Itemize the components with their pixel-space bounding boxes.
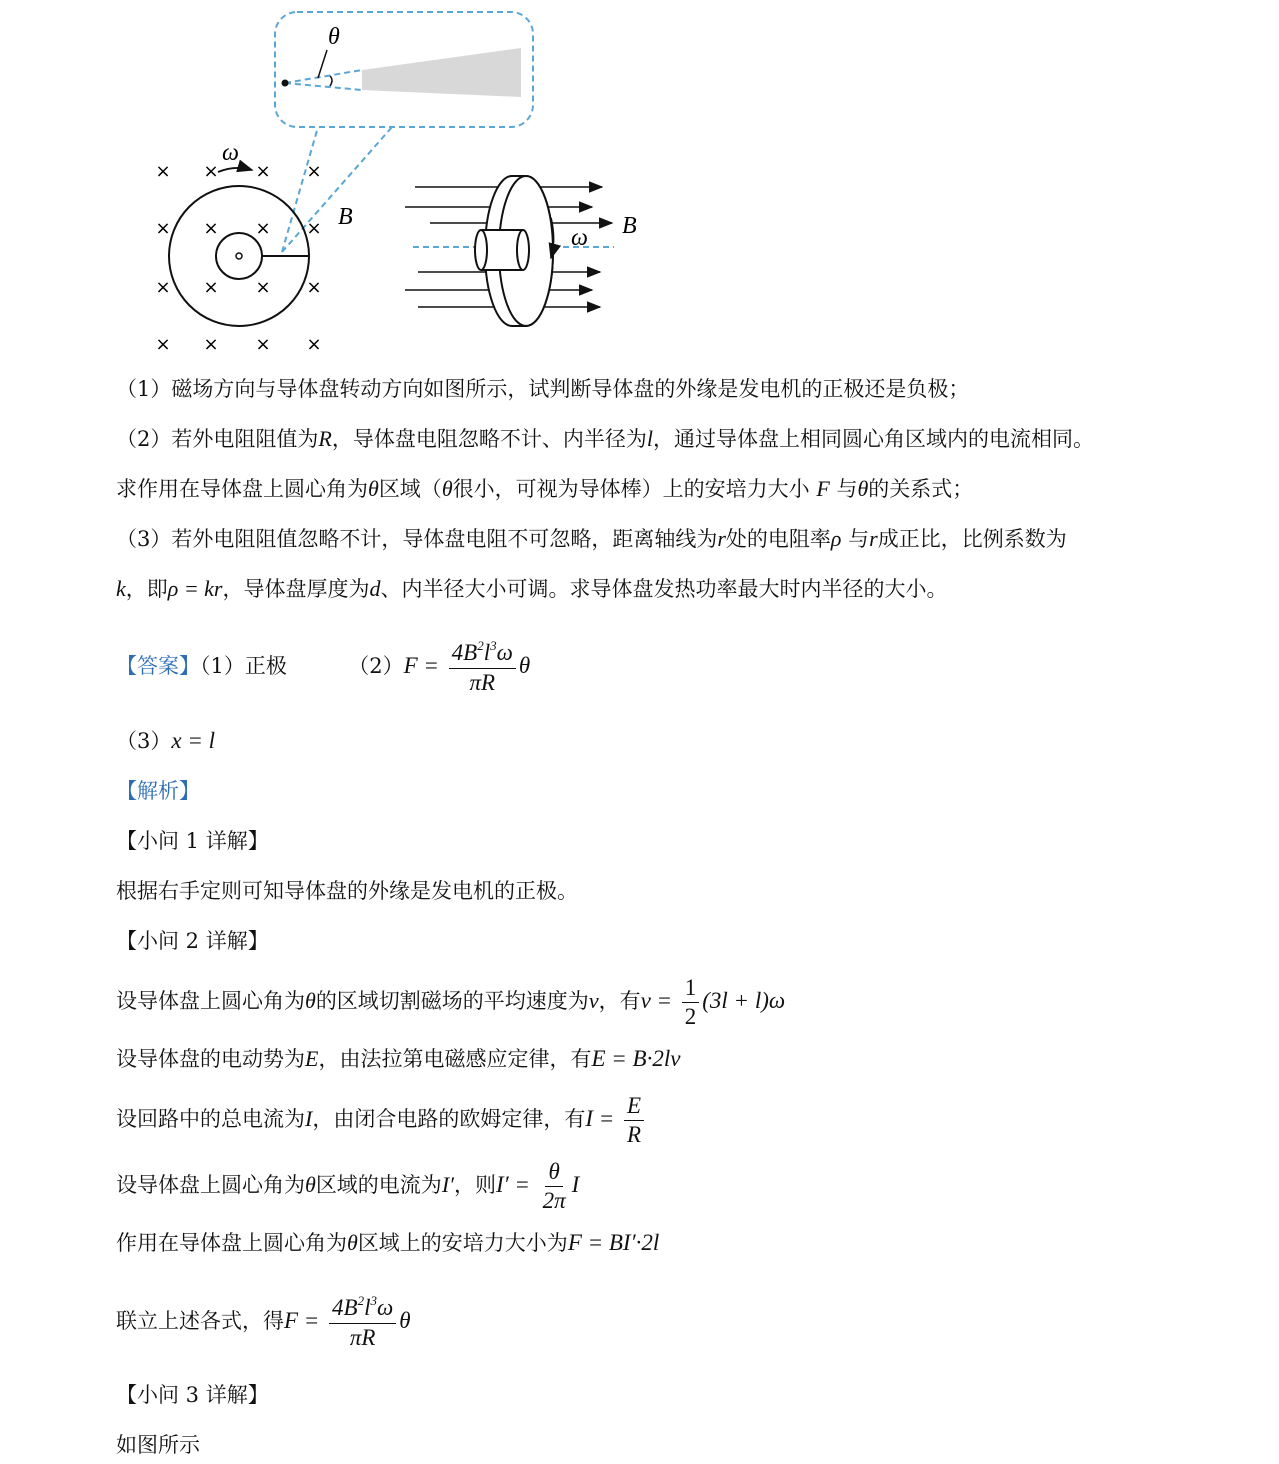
svg-text:×: × [155,161,171,182]
omega-label-left: ω [222,140,239,166]
svg-text:×: × [306,161,322,182]
sub3-title: 【小问 3 详解】 [116,1383,269,1407]
answer-2-fraction: $\frac{4B^2l^3\omega}{\pi R}$ [449,639,516,696]
analysis-tag: 【解析】 [116,779,200,803]
svg-text:×: × [155,277,171,298]
sub2-line-4: 设导体盘上圆心角为θ区域的电流为I′，则I′ = $\frac{\theta}{2\pi}$ I [116,1158,580,1213]
b-label-left: B [338,204,353,230]
svg-text:×: × [155,334,171,355]
svg-text:×: × [306,277,322,298]
question-3-line-2: k，即ρ = kr，导体盘厚度为d、内半径大小可调。求导体盘发热功率最大时内半径的大小。 [116,576,948,601]
sub2-title: 【小问 2 详解】 [116,929,269,953]
sub2-line-1: 设导体盘上圆心角为θ的区域切割磁场的平均速度为v，有v = $\frac{1}{2}$ (3l + l)ω [116,974,786,1029]
theta-label: θ [328,24,340,50]
rotation-arrow-left [218,168,252,172]
svg-text:×: × [203,334,219,355]
svg-text:×: × [255,161,271,182]
answer-line-1: 【答案】（1）正极 （2）F = $\frac{4B^2l^3\omega}{\pi R}$ θ [116,638,531,695]
physics-figure [0,0,700,360]
svg-text:×: × [255,334,271,355]
sub2-line-3: 设回路中的总电流为I，由闭合电路的欧姆定律，有I = $\frac{E}{R}$ [116,1088,647,1150]
sub1-title: 【小问 1 详解】 [116,829,269,853]
question-1: （1）磁场方向与导体盘转动方向如图所示，试判断导体盘的外缘是发电机的正极还是负极； [116,377,970,401]
svg-text:×: × [155,218,171,239]
question-2-line-1: （2）若外电阻阻值为R，导体盘电阻忽略不计、内半径为l，通过导体盘上相同圆心角区域内的电流相同。 [116,426,1094,451]
svg-text:×: × [306,218,322,239]
answer-tag: 【答案】 [116,654,200,678]
svg-text:×: × [255,218,271,239]
question-3-line-1: （3）若外电阻阻值忽略不计，导体盘电阻不可忽略，距离轴线为r处的电阻率ρ 与r成正比，比例系数为 [116,526,1067,551]
question-2-line-2: 求作用在导体盘上圆心角为θ区域（θ很小，可视为导体棒）上的安培力大小 F 与θ的关系式； [116,476,974,501]
sub2-line-2: 设导体盘的电动势为E，由法拉第电磁感应定律，有E = B·2lv [116,1046,681,1071]
answer-line-3: （3）x = l [116,728,215,753]
disc-side-view [475,176,553,326]
sub3-text: 如图所示 [116,1433,200,1457]
result-fraction: $\frac{4B^2l^3\omega}{\pi R}$ [329,1294,396,1351]
zoom-callout [275,12,533,127]
svg-text:×: × [255,277,271,298]
disc-front-view [169,186,309,326]
omega-label-right: ω [571,225,588,251]
b-label-right: B [622,213,637,239]
svg-text:×: × [203,161,219,182]
sub1-text: 根据右手定则可知导体盘的外缘是发电机的正极。 [116,879,578,903]
sub2-line-5: 作用在导体盘上圆心角为θ区域上的安培力大小为F = BI′·2l [116,1230,660,1255]
svg-text:×: × [203,277,219,298]
svg-text:×: × [306,334,322,355]
svg-text:×: × [203,218,219,239]
sub2-line-6: 联立上述各式，得F = $\frac{4B^2l^3\omega}{\pi R}$ θ [116,1293,411,1350]
